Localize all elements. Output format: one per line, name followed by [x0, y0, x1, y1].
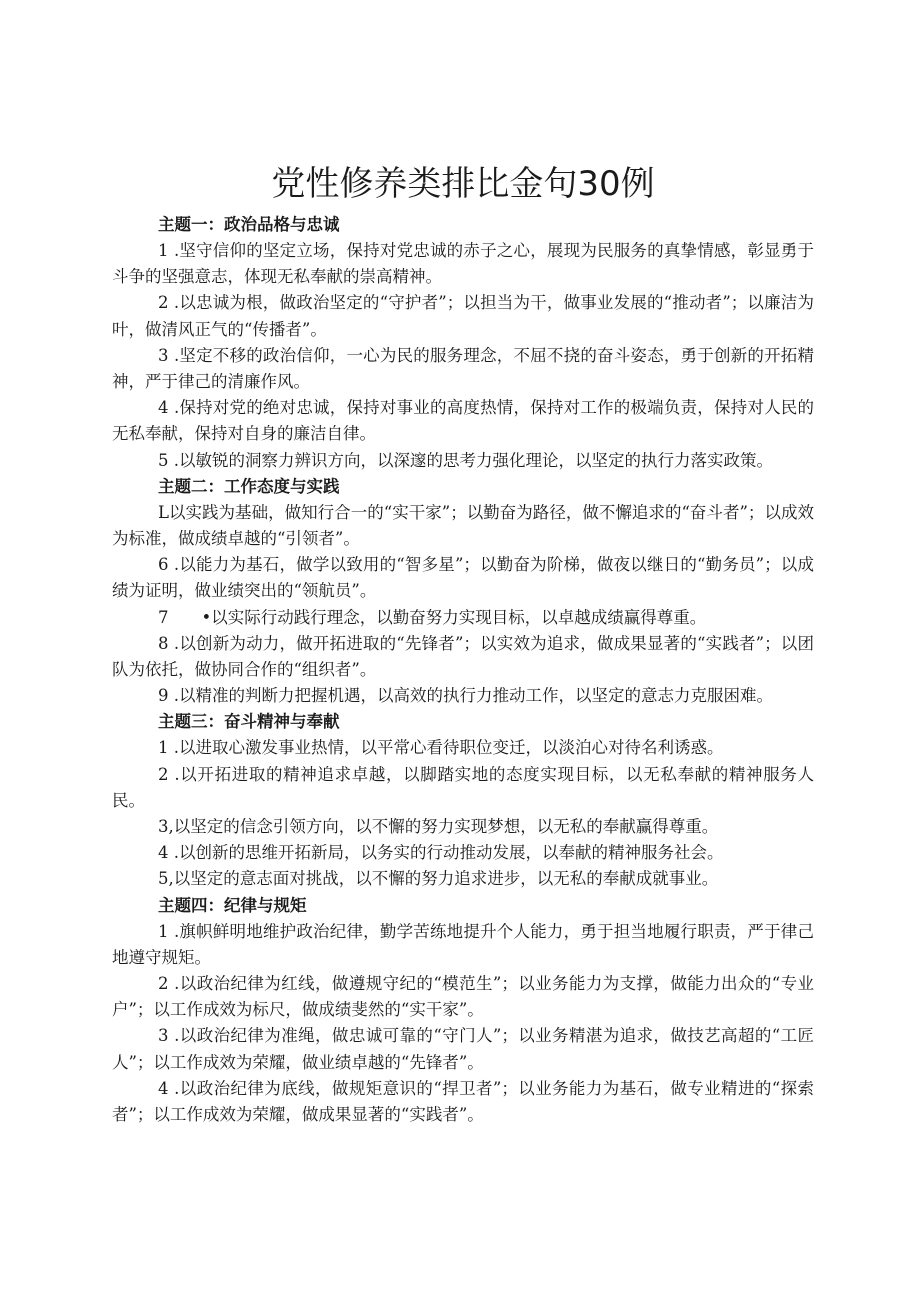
document-page [112, 158, 814, 1128]
list-item: 1 .以进取心激发事业热情，以平常心看待职位变迁，以淡泊心对待名利诱惑。 [158, 738, 724, 758]
section-heading: 主题一：政治品格与忠诚 [158, 215, 340, 234]
section-striving-dedication [112, 709, 814, 892]
section-heading: 主题三：奋斗精神与奉献 [158, 712, 340, 732]
list-item: 5 .以敏锐的洞察力辨识方向，以深邃的思考力强化理论，以坚定的执行力落实政策。 [158, 450, 773, 470]
list-item: 1 .旗帜鲜明地维护政治纪律，勤学苦练地提升个人能力，勇于担当地履行职责，严于律己地遵守规矩。 [112, 921, 814, 967]
section-work-attitude [112, 474, 814, 710]
list-item: 2 .以开拓进取的精神追求卓越，以脚踏实地的态度实现目标，以无私奉献的精神服务人民。 [112, 764, 814, 810]
list-item: 2 .以政治纪律为红线，做遵规守纪的“模范生”；以业务能力为支撑，做能力出众的“专业户”；以工作成效为标尺，做成绩斐然的“实干家”。 [112, 974, 814, 1020]
list-item: 9 .以精准的判断力把握机遇，以高效的执行力推动工作，以坚定的意志力克服困难。 [158, 686, 773, 706]
section-heading: 主题四：纪律与规矩 [158, 895, 307, 915]
list-item: 3 .坚定不移的政治信仰，一心为民的服务理念，不屈不挠的奋斗姿态，勇于创新的开拓精神，严于律己的清廉作风。 [112, 345, 814, 392]
list-item: L以实践为基础，做知行合一的“实干家”；以勤奋为路径，做不懈追求的“奋斗者”；以成效为标准，做成绩卓越的“引领者”。 [112, 502, 814, 549]
list-item: 1 .坚守信仰的坚定立场，保持对党忠诚的赤子之心，展现为民服务的真挚情感，彰显勇于斗争的坚强意志，体现无私奉献的崇高精神。 [112, 241, 814, 287]
list-item: 3,以坚定的信念引领方向，以不懈的努力实现梦想，以无私的奉献赢得尊重。 [158, 817, 719, 837]
list-item: 4 .以创新的思维开拓新局，以务实的行动推动发展，以奉献的精神服务社会。 [158, 843, 724, 863]
section-discipline-rules [112, 893, 814, 1129]
list-item: 6 .以能力为基石，做学以致用的“智多星”；以勤奋为阶梯，做夜以继日的“勤务员”；以成绩为证明，做业绩突出的“领航员”。 [112, 555, 814, 601]
list-item: 4 .保持对党的绝对忠诚，保持对事业的高度热情，保持对工作的极端负责，保持对人民的无私奉献，保持对自身的廉洁自律。 [112, 398, 814, 444]
list-item: 8 .以创新为动力，做开拓进取的“先锋者”；以实效为追求，做成果显著的“实践者”；以团队为依托，做协同合作的“组织者”。 [112, 633, 814, 680]
list-item: 7 •以实际行动践行理念，以勤奋努力实现目标，以卓越成绩赢得尊重。 [158, 607, 707, 627]
list-item: 2 .以忠诚为根，做政治坚定的“守护者”；以担当为干，做事业发展的“推动者”；以廉洁为叶，做清风正气的“传播者”。 [112, 293, 814, 339]
section-political-loyalty [112, 212, 814, 474]
list-item: 3 .以政治纪律为准绳，做忠诚可靠的“守门人”；以业务精湛为追求，做技艺高超的“工匠人”；以工作成效为荣耀，做业绩卓越的“先锋者”。 [112, 1026, 814, 1072]
section-heading: 主题二：工作态度与实践 [158, 476, 340, 496]
document-title: 党性修养类排比金句30例 [271, 164, 655, 204]
list-item: 4 .以政治纪律为底线，做规矩意识的“捍卫者”；以业务能力为基石，做专业精进的“探索者”；以工作成效为荣耀，做成果显著的“实践者”。 [112, 1078, 814, 1125]
list-item: 5,以坚定的意志面对挑战，以不懈的努力追求进步，以无私的奉献成就事业。 [158, 869, 719, 889]
